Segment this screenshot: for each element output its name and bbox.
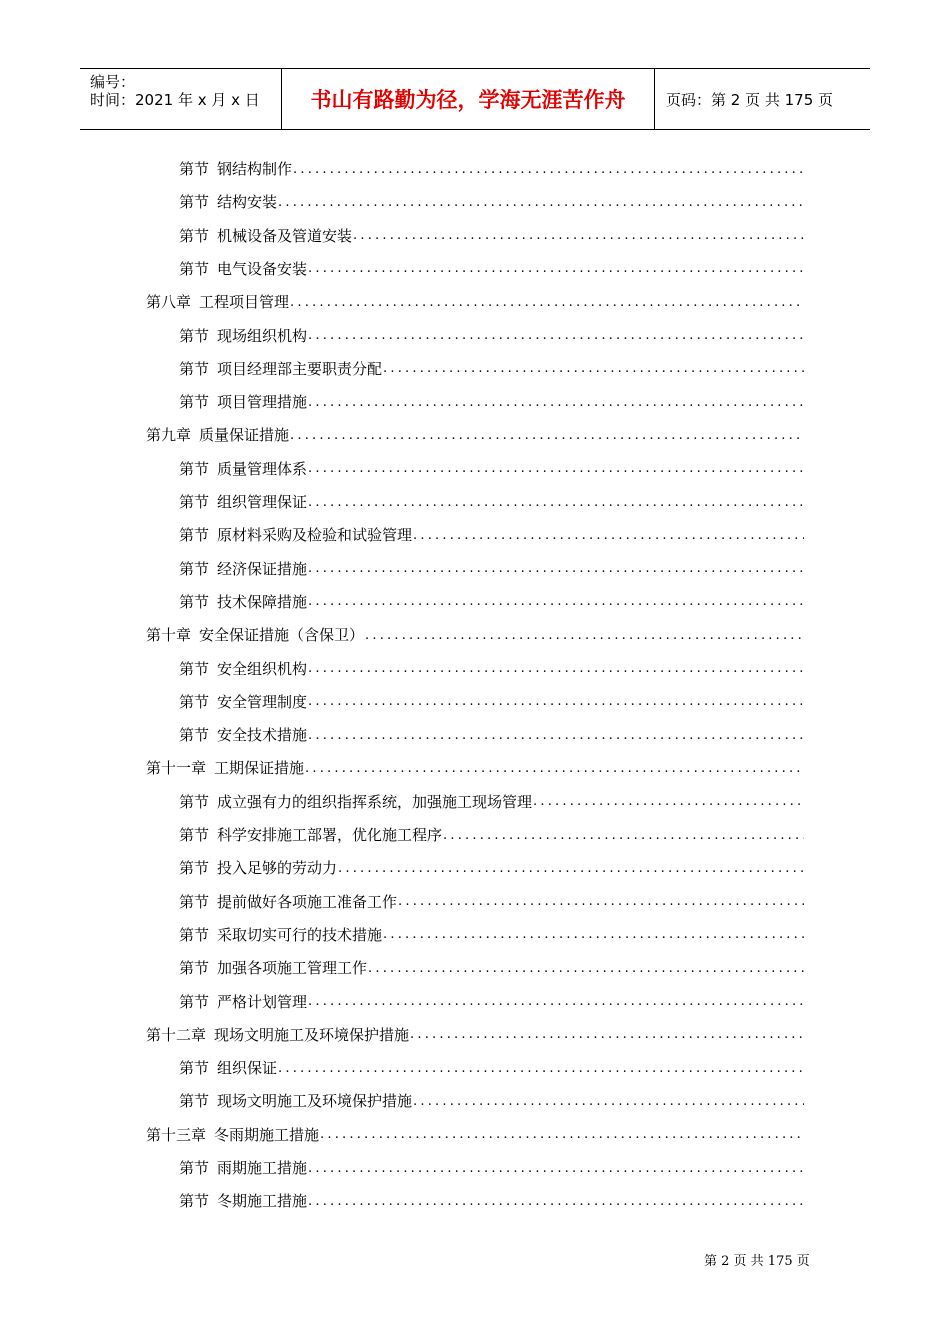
toc-entry-prefix: 第节 bbox=[179, 226, 210, 245]
toc-section-entry[interactable] bbox=[179, 1151, 804, 1184]
toc-dot-leader bbox=[307, 392, 804, 412]
toc-chapter-entry[interactable] bbox=[146, 1018, 804, 1051]
toc-section-entry[interactable] bbox=[179, 185, 804, 218]
toc-dot-leader bbox=[307, 691, 804, 711]
toc-entry-title: 质量管理体系 bbox=[217, 459, 308, 478]
toc-section-entry[interactable] bbox=[179, 985, 804, 1018]
toc-chapter-entry[interactable] bbox=[146, 418, 804, 451]
toc-dot-leader bbox=[307, 1158, 804, 1178]
toc-section-entry[interactable] bbox=[179, 885, 804, 918]
toc-entry-prefix: 第节 bbox=[179, 326, 210, 345]
toc-section-entry[interactable] bbox=[179, 385, 804, 418]
toc-dot-leader bbox=[307, 725, 804, 745]
toc-entry-prefix: 第节 bbox=[179, 1092, 210, 1111]
toc-entry-prefix: 第节 bbox=[179, 992, 210, 1011]
toc-entry-title: 电气设备安装 bbox=[217, 259, 308, 278]
header-divider bbox=[654, 69, 655, 129]
toc-entry-prefix: 第节 bbox=[179, 692, 210, 711]
toc-dot-leader bbox=[412, 525, 804, 545]
toc-dot-leader bbox=[382, 358, 804, 378]
toc-entry-title: 冬雨期施工措施 bbox=[214, 1125, 320, 1144]
toc-entry-prefix: 第节 bbox=[179, 659, 210, 678]
toc-entry-prefix: 第节 bbox=[179, 925, 210, 944]
toc-dot-leader bbox=[409, 1024, 804, 1044]
toc-entry-prefix: 第节 bbox=[179, 726, 210, 745]
toc-entry-prefix: 第十三章 bbox=[146, 1125, 207, 1144]
toc-dot-leader bbox=[307, 492, 804, 512]
toc-chapter-entry[interactable] bbox=[146, 285, 804, 318]
toc-entry-title: 组织保证 bbox=[217, 1059, 278, 1078]
toc-dot-leader bbox=[382, 924, 804, 944]
toc-section-entry[interactable] bbox=[179, 585, 804, 618]
toc-entry-prefix: 第节 bbox=[179, 359, 210, 378]
toc-entry-prefix: 第节 bbox=[179, 160, 210, 178]
document-time-label: 时间：2021 年 x 月 x 日 bbox=[90, 91, 260, 109]
toc-dot-leader bbox=[307, 558, 804, 578]
toc-section-entry[interactable] bbox=[179, 918, 804, 951]
toc-entry-title: 钢结构制作 bbox=[217, 160, 293, 178]
toc-entry-prefix: 第节 bbox=[179, 493, 210, 511]
toc-section-entry[interactable] bbox=[179, 1051, 804, 1084]
toc-dot-leader bbox=[532, 791, 804, 811]
toc-section-entry[interactable] bbox=[179, 851, 804, 884]
toc-dot-leader bbox=[367, 958, 804, 978]
toc-entry-prefix: 第节 bbox=[179, 1159, 210, 1177]
toc-section-entry[interactable] bbox=[179, 1084, 804, 1117]
toc-entry-prefix: 第节 bbox=[179, 193, 210, 212]
page-header bbox=[80, 68, 870, 130]
toc-entry-title: 冬期施工措施 bbox=[217, 1192, 308, 1211]
toc-dot-leader bbox=[292, 159, 804, 179]
toc-dot-leader bbox=[304, 758, 804, 778]
toc-entry-title: 现场文明施工及环境保护措施 bbox=[214, 1025, 410, 1044]
toc-entry-title: 工期保证措施 bbox=[214, 759, 305, 778]
toc-section-entry[interactable] bbox=[179, 319, 804, 352]
toc-dot-leader bbox=[307, 658, 804, 678]
toc-section-entry[interactable] bbox=[179, 685, 804, 718]
toc-entry-title: 雨期施工措施 bbox=[217, 1159, 308, 1177]
toc-entry-prefix: 第十二章 bbox=[146, 1025, 207, 1044]
toc-entry-prefix: 第十章 bbox=[146, 626, 192, 645]
toc-dot-leader bbox=[442, 825, 804, 845]
toc-section-entry[interactable] bbox=[179, 785, 804, 818]
toc-section-entry[interactable] bbox=[179, 552, 804, 585]
toc-entry-prefix: 第节 bbox=[179, 1059, 210, 1078]
toc-entry-prefix: 第十一章 bbox=[146, 759, 207, 778]
toc-entry-title: 经济保证措施 bbox=[217, 559, 308, 578]
toc-section-entry[interactable] bbox=[179, 219, 804, 252]
header-page-number: 页码：第 2 页 共 175 页 bbox=[666, 90, 834, 109]
toc-entry-title: 科学安排施工部署，优化施工程序 bbox=[217, 826, 443, 844]
toc-entry-title: 项目管理措施 bbox=[217, 393, 308, 412]
toc-dot-leader bbox=[364, 625, 804, 645]
toc-section-entry[interactable] bbox=[179, 718, 804, 751]
toc-section-entry[interactable] bbox=[179, 951, 804, 984]
toc-dot-leader bbox=[289, 425, 804, 445]
toc-dot-leader bbox=[337, 858, 804, 878]
header-motto: 书山有路勤为径，学海无涯苦作舟 bbox=[310, 88, 626, 112]
toc-dot-leader bbox=[307, 991, 804, 1011]
toc-entry-title: 成立强有力的组织指挥系统，加强施工现场管理 bbox=[217, 792, 533, 811]
toc-entry-prefix: 第节 bbox=[179, 792, 210, 811]
toc-entry-title: 安全保证措施（含保卫） bbox=[199, 626, 365, 645]
toc-entry-prefix: 第九章 bbox=[146, 426, 192, 445]
toc-dot-leader bbox=[307, 1191, 804, 1211]
toc-entry-title: 项目经理部主要职责分配 bbox=[217, 359, 383, 378]
toc-section-entry[interactable] bbox=[179, 818, 804, 851]
toc-entry-title: 投入足够的劳动力 bbox=[217, 859, 338, 878]
toc-entry-prefix: 第节 bbox=[179, 259, 210, 278]
toc-entry-prefix: 第节 bbox=[179, 892, 210, 911]
toc-section-entry[interactable] bbox=[179, 152, 804, 185]
toc-entry-title: 现场组织机构 bbox=[217, 326, 308, 345]
toc-section-entry[interactable] bbox=[179, 652, 804, 685]
header-meta bbox=[80, 69, 280, 129]
toc-section-entry[interactable] bbox=[179, 518, 804, 551]
toc-dot-leader bbox=[289, 292, 804, 312]
toc-section-entry[interactable] bbox=[179, 352, 804, 385]
toc-entry-prefix: 第节 bbox=[179, 592, 210, 611]
toc-entry-prefix: 第节 bbox=[179, 1192, 210, 1211]
toc-entry-prefix: 第节 bbox=[179, 526, 210, 545]
toc-chapter-entry[interactable] bbox=[146, 618, 804, 651]
toc-chapter-entry[interactable] bbox=[146, 1118, 804, 1151]
toc-section-entry[interactable] bbox=[179, 252, 804, 285]
toc-entry-title: 质量保证措施 bbox=[199, 426, 290, 445]
toc-entry-prefix: 第节 bbox=[179, 559, 210, 578]
toc-dot-leader bbox=[277, 192, 804, 212]
toc-chapter-entry[interactable] bbox=[146, 751, 804, 784]
toc-entry-title: 安全技术措施 bbox=[217, 726, 308, 745]
toc-entry-title: 安全组织机构 bbox=[217, 659, 308, 678]
toc-entry-title: 严格计划管理 bbox=[217, 992, 308, 1011]
toc-dot-leader bbox=[412, 1091, 804, 1111]
toc-entry-prefix: 第八章 bbox=[146, 293, 192, 312]
toc-dot-leader bbox=[307, 591, 804, 611]
toc-section-entry[interactable] bbox=[179, 485, 804, 518]
document-number-label: 编号： bbox=[90, 73, 136, 91]
toc-entry-title: 机械设备及管道安装 bbox=[217, 226, 353, 245]
toc-entry-prefix: 第节 bbox=[179, 393, 210, 412]
toc-dot-leader bbox=[307, 325, 804, 345]
toc-section-entry[interactable] bbox=[179, 452, 804, 485]
toc-entry-title: 加强各项施工管理工作 bbox=[217, 959, 368, 978]
toc-entry-title: 安全管理制度 bbox=[217, 692, 308, 711]
toc-dot-leader bbox=[352, 225, 804, 245]
toc-entry-title: 技术保障措施 bbox=[217, 592, 308, 611]
toc-entry-prefix: 第节 bbox=[179, 959, 210, 978]
toc-entry-title: 组织管理保证 bbox=[217, 493, 308, 511]
toc-entry-title: 采取切实可行的技术措施 bbox=[217, 925, 383, 944]
toc-dot-leader bbox=[277, 1058, 804, 1078]
toc-dot-leader bbox=[307, 258, 804, 278]
toc-entry-title: 原材料采购及检验和试验管理 bbox=[217, 526, 413, 545]
toc-entry-title: 现场文明施工及环境保护措施 bbox=[217, 1092, 413, 1111]
toc-entry-title: 结构安装 bbox=[217, 193, 278, 212]
toc-dot-leader bbox=[307, 458, 804, 478]
toc-entry-prefix: 第节 bbox=[179, 826, 210, 844]
footer-page-number: 第 2 页 共 175 页 bbox=[704, 1254, 810, 1269]
toc-entry-prefix: 第节 bbox=[179, 459, 210, 478]
toc-entry-title: 提前做好各项施工准备工作 bbox=[217, 892, 398, 911]
toc-dot-leader bbox=[397, 891, 804, 911]
toc-dot-leader bbox=[319, 1124, 804, 1144]
toc-entry-title: 工程项目管理 bbox=[199, 293, 290, 312]
toc-entry-prefix: 第节 bbox=[179, 859, 210, 878]
toc-section-entry[interactable] bbox=[179, 1184, 804, 1217]
